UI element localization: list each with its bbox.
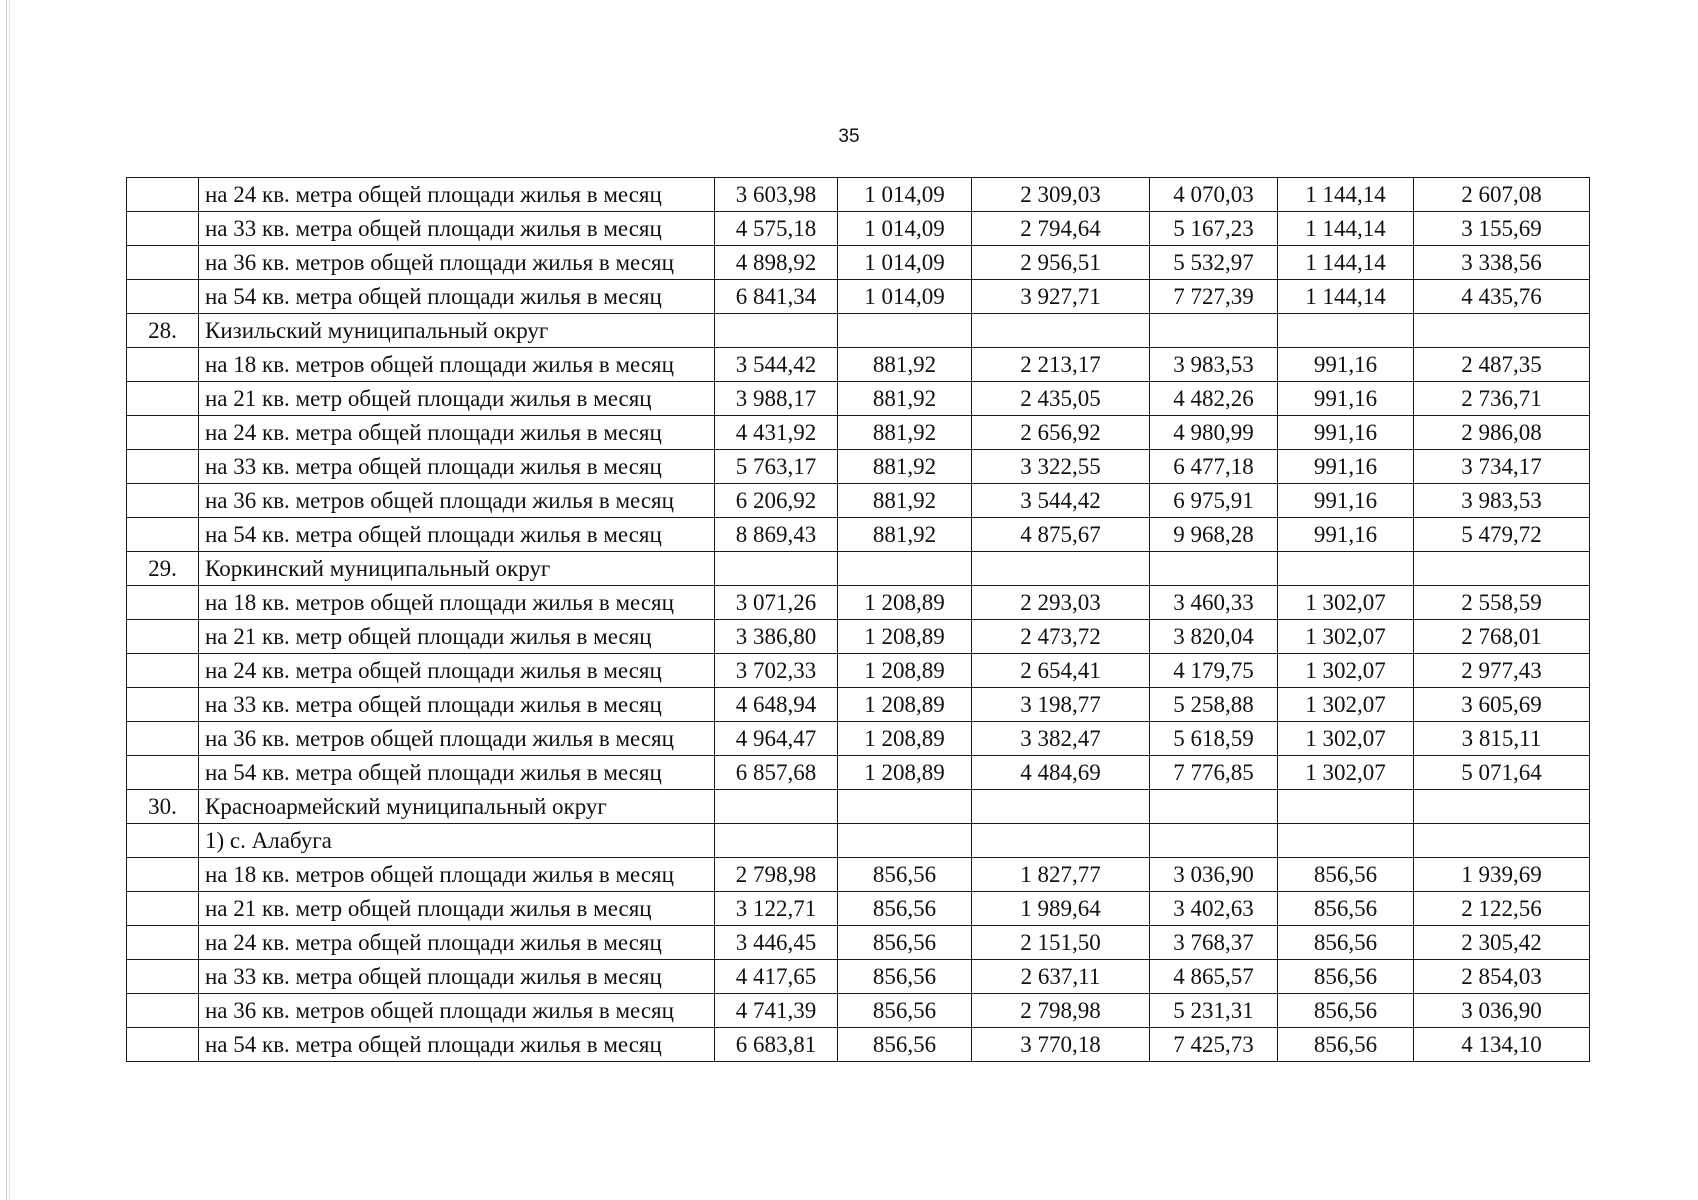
value-cell-col-1: 5 763,17 xyxy=(715,450,838,484)
table-row xyxy=(127,382,1590,416)
value-cell-col-3: 2 798,98 xyxy=(972,994,1150,1028)
row-number-cell xyxy=(127,450,199,484)
value-cell-col-4: 7 727,39 xyxy=(1150,280,1278,314)
row-label-cell: на 54 кв. метра общей площади жилья в месяц xyxy=(199,518,715,552)
row-number-cell xyxy=(127,382,199,416)
table-row xyxy=(127,552,1590,586)
value-cell-col-6: 2 487,35 xyxy=(1414,348,1590,382)
value-cell-col-3: 3 322,55 xyxy=(972,450,1150,484)
value-cell-col-4: 5 532,97 xyxy=(1150,246,1278,280)
value-cell-col-3: 2 435,05 xyxy=(972,382,1150,416)
value-cell-col-3: 2 637,11 xyxy=(972,960,1150,994)
row-label-cell: на 18 кв. метров общей площади жилья в месяц xyxy=(199,348,715,382)
value-cell-col-2: 881,92 xyxy=(838,484,972,518)
row-label-cell: на 36 кв. метров общей площади жилья в месяц xyxy=(199,484,715,518)
value-cell-col-3: 2 654,41 xyxy=(972,654,1150,688)
value-cell-col-4: 3 036,90 xyxy=(1150,858,1278,892)
value-cell-col-1: 2 798,98 xyxy=(715,858,838,892)
value-cell-col-3: 2 473,72 xyxy=(972,620,1150,654)
value-cell-col-3: 2 794,64 xyxy=(972,212,1150,246)
value-cell-col-6: 2 736,71 xyxy=(1414,382,1590,416)
value-cell-col-1: 3 446,45 xyxy=(715,926,838,960)
table-row xyxy=(127,280,1590,314)
row-label-cell: на 54 кв. метра общей площади жилья в месяц xyxy=(199,280,715,314)
row-number-cell xyxy=(127,280,199,314)
value-cell-col-2: 881,92 xyxy=(838,382,972,416)
value-cell-col-1: 4 431,92 xyxy=(715,416,838,450)
value-cell-col-6: 3 605,69 xyxy=(1414,688,1590,722)
row-number-cell xyxy=(127,688,199,722)
value-cell-col-5: 1 302,07 xyxy=(1278,688,1414,722)
value-cell-col-4: 4 980,99 xyxy=(1150,416,1278,450)
value-cell-col-6: 3 734,17 xyxy=(1414,450,1590,484)
value-cell-col-4: 4 179,75 xyxy=(1150,654,1278,688)
table-row xyxy=(127,960,1590,994)
table-row xyxy=(127,620,1590,654)
value-cell-col-4: 3 768,37 xyxy=(1150,926,1278,960)
value-cell-col-3: 2 309,03 xyxy=(972,178,1150,212)
value-cell-col-4 xyxy=(1150,314,1278,348)
value-cell-col-3: 1 989,64 xyxy=(972,892,1150,926)
row-number-cell xyxy=(127,212,199,246)
table-row xyxy=(127,892,1590,926)
value-cell-col-6: 2 558,59 xyxy=(1414,586,1590,620)
value-cell-col-3: 2 656,92 xyxy=(972,416,1150,450)
value-cell-col-2: 1 014,09 xyxy=(838,246,972,280)
value-cell-col-4: 5 231,31 xyxy=(1150,994,1278,1028)
page-edge-line xyxy=(9,0,10,1200)
row-label-cell: на 36 кв. метров общей площади жилья в месяц xyxy=(199,994,715,1028)
row-label-cell: на 33 кв. метра общей площади жилья в месяц xyxy=(199,960,715,994)
value-cell-col-5: 856,56 xyxy=(1278,892,1414,926)
value-cell-col-5: 856,56 xyxy=(1278,960,1414,994)
value-cell-col-5: 1 144,14 xyxy=(1278,280,1414,314)
row-label-cell: на 24 кв. метра общей площади жилья в месяц xyxy=(199,926,715,960)
value-cell-col-3 xyxy=(972,790,1150,824)
value-cell-col-2: 1 208,89 xyxy=(838,654,972,688)
value-cell-col-5: 1 144,14 xyxy=(1278,212,1414,246)
value-cell-col-2 xyxy=(838,790,972,824)
value-cell-col-1: 3 988,17 xyxy=(715,382,838,416)
value-cell-col-5: 1 302,07 xyxy=(1278,586,1414,620)
value-cell-col-3: 3 382,47 xyxy=(972,722,1150,756)
value-cell-col-3 xyxy=(972,824,1150,858)
value-cell-col-2: 856,56 xyxy=(838,858,972,892)
value-cell-col-4: 6 477,18 xyxy=(1150,450,1278,484)
row-label-cell: Красноармейский муниципальный округ xyxy=(199,790,715,824)
row-number-cell xyxy=(127,926,199,960)
value-cell-col-6: 4 134,10 xyxy=(1414,1028,1590,1062)
value-cell-col-6 xyxy=(1414,314,1590,348)
value-cell-col-1: 4 898,92 xyxy=(715,246,838,280)
value-cell-col-5: 856,56 xyxy=(1278,994,1414,1028)
row-label-cell: Коркинский муниципальный округ xyxy=(199,552,715,586)
value-cell-col-2: 881,92 xyxy=(838,518,972,552)
table-row xyxy=(127,688,1590,722)
value-cell-col-1: 3 544,42 xyxy=(715,348,838,382)
value-cell-col-5: 1 144,14 xyxy=(1278,246,1414,280)
table-row xyxy=(127,416,1590,450)
value-cell-col-3 xyxy=(972,552,1150,586)
value-cell-col-4: 7 776,85 xyxy=(1150,756,1278,790)
value-cell-col-2: 881,92 xyxy=(838,416,972,450)
row-label-cell: 1) с. Алабуга xyxy=(199,824,715,858)
value-cell-col-5 xyxy=(1278,824,1414,858)
table-row xyxy=(127,212,1590,246)
row-number-cell xyxy=(127,1028,199,1062)
value-cell-col-6: 3 155,69 xyxy=(1414,212,1590,246)
value-cell-col-6: 3 036,90 xyxy=(1414,994,1590,1028)
row-label-cell: на 36 кв. метров общей площади жилья в месяц xyxy=(199,722,715,756)
value-cell-col-2: 1 208,89 xyxy=(838,688,972,722)
row-label-cell: на 18 кв. метров общей площади жилья в месяц xyxy=(199,586,715,620)
row-number-cell xyxy=(127,654,199,688)
row-label-cell: на 54 кв. метра общей площади жилья в месяц xyxy=(199,756,715,790)
value-cell-col-3: 2 151,50 xyxy=(972,926,1150,960)
value-cell-col-2: 1 208,89 xyxy=(838,586,972,620)
row-label-cell: на 36 кв. метров общей площади жилья в месяц xyxy=(199,246,715,280)
row-label-cell: на 21 кв. метр общей площади жилья в месяц xyxy=(199,892,715,926)
value-cell-col-5: 991,16 xyxy=(1278,348,1414,382)
value-cell-col-4: 3 460,33 xyxy=(1150,586,1278,620)
row-number-cell xyxy=(127,246,199,280)
value-cell-col-6: 2 977,43 xyxy=(1414,654,1590,688)
value-cell-col-5 xyxy=(1278,314,1414,348)
value-cell-col-6: 2 768,01 xyxy=(1414,620,1590,654)
value-cell-col-3: 4 484,69 xyxy=(972,756,1150,790)
value-cell-col-3: 3 927,71 xyxy=(972,280,1150,314)
value-cell-col-1: 3 603,98 xyxy=(715,178,838,212)
table-row xyxy=(127,314,1590,348)
value-cell-col-3 xyxy=(972,314,1150,348)
value-cell-col-1: 3 071,26 xyxy=(715,586,838,620)
row-number-cell xyxy=(127,756,199,790)
row-number-cell xyxy=(127,586,199,620)
value-cell-col-4: 7 425,73 xyxy=(1150,1028,1278,1062)
value-cell-col-2: 1 208,89 xyxy=(838,620,972,654)
value-cell-col-6: 3 338,56 xyxy=(1414,246,1590,280)
value-cell-col-4 xyxy=(1150,790,1278,824)
value-cell-col-2: 856,56 xyxy=(838,926,972,960)
value-cell-col-2: 1 014,09 xyxy=(838,178,972,212)
row-number-cell xyxy=(127,824,199,858)
value-cell-col-3: 2 956,51 xyxy=(972,246,1150,280)
table-row xyxy=(127,450,1590,484)
table-row xyxy=(127,348,1590,382)
value-cell-col-6 xyxy=(1414,552,1590,586)
value-cell-col-5: 1 302,07 xyxy=(1278,722,1414,756)
value-cell-col-2: 856,56 xyxy=(838,1028,972,1062)
value-cell-col-1: 6 841,34 xyxy=(715,280,838,314)
table-body xyxy=(127,178,1590,1062)
row-number-cell xyxy=(127,892,199,926)
table-row xyxy=(127,790,1590,824)
row-label-cell: Кизильский муниципальный округ xyxy=(199,314,715,348)
tariff-table xyxy=(126,177,1590,1062)
table-row xyxy=(127,858,1590,892)
value-cell-col-2 xyxy=(838,552,972,586)
value-cell-col-6: 3 815,11 xyxy=(1414,722,1590,756)
value-cell-col-3: 2 213,17 xyxy=(972,348,1150,382)
value-cell-col-4: 3 820,04 xyxy=(1150,620,1278,654)
row-number-cell xyxy=(127,858,199,892)
value-cell-col-5: 991,16 xyxy=(1278,382,1414,416)
value-cell-col-6: 2 607,08 xyxy=(1414,178,1590,212)
value-cell-col-3: 1 827,77 xyxy=(972,858,1150,892)
row-label-cell: на 24 кв. метра общей площади жилья в месяц xyxy=(199,416,715,450)
value-cell-col-3: 3 770,18 xyxy=(972,1028,1150,1062)
table-row xyxy=(127,484,1590,518)
table-row xyxy=(127,518,1590,552)
value-cell-col-6: 2 854,03 xyxy=(1414,960,1590,994)
row-number-cell: 29. xyxy=(127,552,199,586)
value-cell-col-1 xyxy=(715,552,838,586)
value-cell-col-3: 3 198,77 xyxy=(972,688,1150,722)
row-number-cell xyxy=(127,722,199,756)
value-cell-col-2 xyxy=(838,314,972,348)
value-cell-col-5: 991,16 xyxy=(1278,518,1414,552)
value-cell-col-5: 991,16 xyxy=(1278,484,1414,518)
value-cell-col-5: 991,16 xyxy=(1278,450,1414,484)
value-cell-col-5 xyxy=(1278,552,1414,586)
value-cell-col-5: 1 144,14 xyxy=(1278,178,1414,212)
value-cell-col-2: 1 014,09 xyxy=(838,280,972,314)
value-cell-col-1: 4 741,39 xyxy=(715,994,838,1028)
value-cell-col-6: 5 071,64 xyxy=(1414,756,1590,790)
table-row xyxy=(127,722,1590,756)
table-row xyxy=(127,1028,1590,1062)
value-cell-col-1: 4 964,47 xyxy=(715,722,838,756)
value-cell-col-1: 6 857,68 xyxy=(715,756,838,790)
value-cell-col-1 xyxy=(715,824,838,858)
value-cell-col-2: 856,56 xyxy=(838,994,972,1028)
value-cell-col-3: 3 544,42 xyxy=(972,484,1150,518)
value-cell-col-6: 1 939,69 xyxy=(1414,858,1590,892)
value-cell-col-6: 5 479,72 xyxy=(1414,518,1590,552)
value-cell-col-5: 1 302,07 xyxy=(1278,756,1414,790)
value-cell-col-1: 8 869,43 xyxy=(715,518,838,552)
value-cell-col-4: 4 070,03 xyxy=(1150,178,1278,212)
value-cell-col-4: 4 482,26 xyxy=(1150,382,1278,416)
value-cell-col-6: 2 986,08 xyxy=(1414,416,1590,450)
table-row xyxy=(127,994,1590,1028)
table-row xyxy=(127,926,1590,960)
value-cell-col-5: 991,16 xyxy=(1278,416,1414,450)
page-number: 35 xyxy=(838,126,860,147)
page-edge-line xyxy=(6,0,7,1200)
value-cell-col-2: 1 208,89 xyxy=(838,722,972,756)
table-row xyxy=(127,586,1590,620)
table-row xyxy=(127,824,1590,858)
row-label-cell: на 33 кв. метра общей площади жилья в месяц xyxy=(199,688,715,722)
row-label-cell: на 24 кв. метра общей площади жилья в месяц xyxy=(199,654,715,688)
row-number-cell xyxy=(127,620,199,654)
row-number-cell xyxy=(127,960,199,994)
value-cell-col-2: 1 014,09 xyxy=(838,212,972,246)
value-cell-col-1: 4 648,94 xyxy=(715,688,838,722)
value-cell-col-2: 881,92 xyxy=(838,450,972,484)
value-cell-col-6 xyxy=(1414,790,1590,824)
value-cell-col-4 xyxy=(1150,552,1278,586)
row-number-cell xyxy=(127,518,199,552)
value-cell-col-2 xyxy=(838,824,972,858)
row-number-cell: 30. xyxy=(127,790,199,824)
table-row xyxy=(127,654,1590,688)
value-cell-col-4: 4 865,57 xyxy=(1150,960,1278,994)
value-cell-col-1: 3 122,71 xyxy=(715,892,838,926)
row-number-cell xyxy=(127,994,199,1028)
row-number-cell: 28. xyxy=(127,314,199,348)
value-cell-col-6: 2 305,42 xyxy=(1414,926,1590,960)
table-row xyxy=(127,246,1590,280)
value-cell-col-1: 4 575,18 xyxy=(715,212,838,246)
value-cell-col-5 xyxy=(1278,790,1414,824)
value-cell-col-2: 856,56 xyxy=(838,892,972,926)
value-cell-col-5: 856,56 xyxy=(1278,1028,1414,1062)
row-number-cell xyxy=(127,416,199,450)
value-cell-col-4: 3 983,53 xyxy=(1150,348,1278,382)
table-row xyxy=(127,756,1590,790)
value-cell-col-4: 3 402,63 xyxy=(1150,892,1278,926)
value-cell-col-4 xyxy=(1150,824,1278,858)
table-row xyxy=(127,178,1590,212)
value-cell-col-3: 2 293,03 xyxy=(972,586,1150,620)
value-cell-col-5: 856,56 xyxy=(1278,926,1414,960)
value-cell-col-6: 3 983,53 xyxy=(1414,484,1590,518)
value-cell-col-2: 881,92 xyxy=(838,348,972,382)
value-cell-col-4: 6 975,91 xyxy=(1150,484,1278,518)
value-cell-col-1 xyxy=(715,790,838,824)
row-number-cell xyxy=(127,178,199,212)
row-label-cell: на 21 кв. метр общей площади жилья в месяц xyxy=(199,620,715,654)
value-cell-col-1 xyxy=(715,314,838,348)
value-cell-col-4: 5 618,59 xyxy=(1150,722,1278,756)
value-cell-col-3: 4 875,67 xyxy=(972,518,1150,552)
value-cell-col-4: 5 167,23 xyxy=(1150,212,1278,246)
value-cell-col-4: 5 258,88 xyxy=(1150,688,1278,722)
value-cell-col-1: 6 683,81 xyxy=(715,1028,838,1062)
value-cell-col-1: 4 417,65 xyxy=(715,960,838,994)
value-cell-col-1: 6 206,92 xyxy=(715,484,838,518)
row-label-cell: на 33 кв. метра общей площади жилья в месяц xyxy=(199,450,715,484)
row-number-cell xyxy=(127,484,199,518)
row-number-cell xyxy=(127,348,199,382)
value-cell-col-2: 856,56 xyxy=(838,960,972,994)
value-cell-col-6: 4 435,76 xyxy=(1414,280,1590,314)
row-label-cell: на 18 кв. метров общей площади жилья в месяц xyxy=(199,858,715,892)
value-cell-col-5: 1 302,07 xyxy=(1278,620,1414,654)
value-cell-col-6 xyxy=(1414,824,1590,858)
value-cell-col-1: 3 702,33 xyxy=(715,654,838,688)
value-cell-col-5: 856,56 xyxy=(1278,858,1414,892)
row-label-cell: на 33 кв. метра общей площади жилья в месяц xyxy=(199,212,715,246)
value-cell-col-5: 1 302,07 xyxy=(1278,654,1414,688)
value-cell-col-2: 1 208,89 xyxy=(838,756,972,790)
row-label-cell: на 54 кв. метра общей площади жилья в месяц xyxy=(199,1028,715,1062)
value-cell-col-6: 2 122,56 xyxy=(1414,892,1590,926)
row-label-cell: на 21 кв. метр общей площади жилья в месяц xyxy=(199,382,715,416)
value-cell-col-1: 3 386,80 xyxy=(715,620,838,654)
value-cell-col-4: 9 968,28 xyxy=(1150,518,1278,552)
row-label-cell: на 24 кв. метра общей площади жилья в месяц xyxy=(199,178,715,212)
